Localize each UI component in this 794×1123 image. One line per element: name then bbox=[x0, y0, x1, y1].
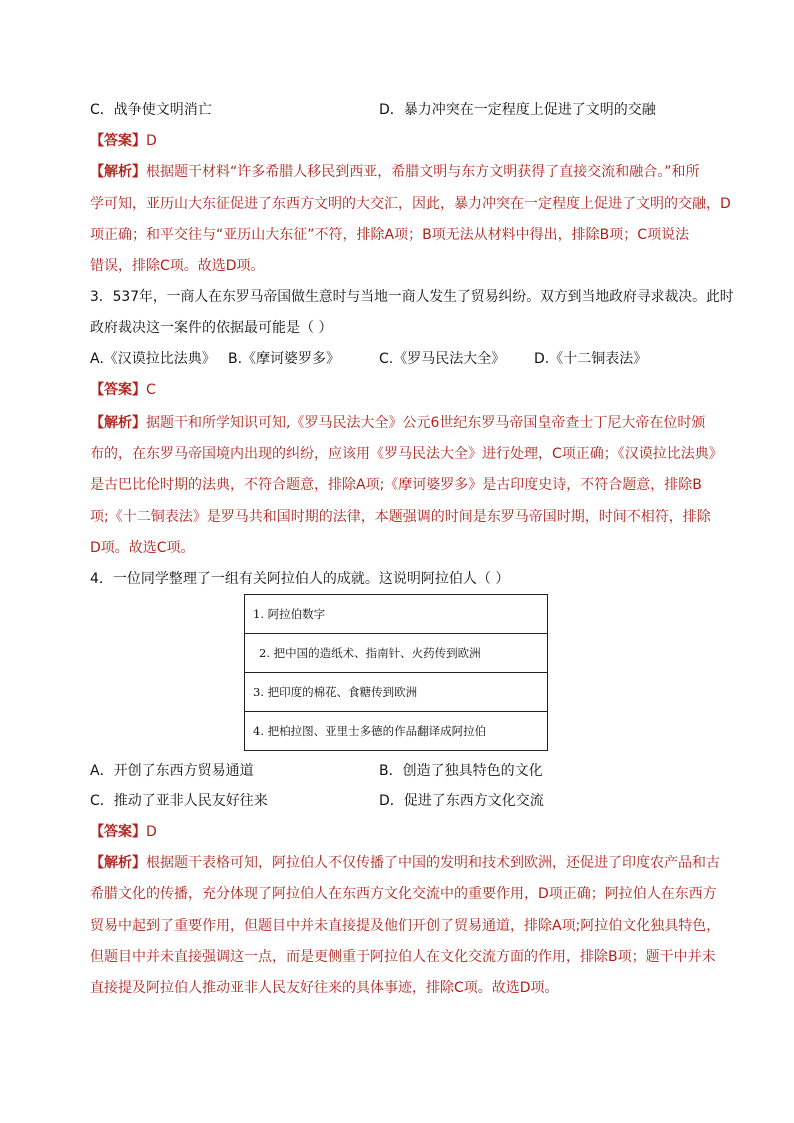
q4-option-a: A．开创了东西方贸易通道 bbox=[90, 763, 254, 779]
q2-analysis-line-1: 【解析】根据题干材料“许多希腊人移民到西亚，希腊文明与东方文明获得了直接交流和融合。”和所 bbox=[90, 164, 700, 180]
q4-stem: 4．一位同学整理了一组有关阿拉伯人的成就。这说明阿拉伯人（ ） bbox=[90, 571, 510, 587]
q4-analysis-line-4: 但题目中并未直接强调这一点，而是更侧重于阿拉伯人在文化交流方面的作用，排除B项；题干中并未 bbox=[90, 949, 716, 965]
q3-option-b: B.《摩诃婆罗多》 bbox=[228, 351, 341, 367]
q3-option-a: A.《汉谟拉比法典》 bbox=[90, 351, 216, 367]
q2-analysis-line-2: 学可知，亚历山大东征促进了东西方文明的大交汇，因此，暴力冲突在一定程度上促进了文明的交融，D bbox=[90, 196, 731, 212]
table-row bbox=[245, 673, 548, 712]
q3-analysis-line-2: 布的，在东罗马帝国境内出现的纠纷，应该用《罗马民法大全》进行处理，C项正确；《汉谟拉比法典》 bbox=[90, 446, 723, 462]
answer-value: C bbox=[146, 382, 156, 398]
q4-analysis-line-2: 希腊文化的传播，充分体现了阿拉伯人在东西方文化交流中的重要作用，D项正确；阿拉伯人在东西方 bbox=[90, 886, 717, 902]
q3-answer bbox=[90, 378, 156, 402]
q3-analysis-line-3: 是古巴比伦时期的法典，不符合题意，排除A项;《摩诃婆罗多》是古印度史诗，不符合题意，排除B bbox=[90, 477, 702, 493]
q2-analysis-line-3: 项正确；和平交往与“亚历山大东征”不符，排除A项；B项无法从材料中得出，排除B项；C项说法 bbox=[90, 227, 690, 243]
q3-stem-line-1: 3．537年，一商人在东罗马帝国做生意时与当地一商人发生了贸易纠纷。双方到当地政府寻求裁决。此时 bbox=[90, 289, 734, 305]
analysis-label: 【解析】 bbox=[90, 855, 146, 871]
answer-label: 【答案】 bbox=[90, 824, 146, 840]
table-cell: 4. 把柏拉图、亚里士多德的作品翻译成阿拉伯 bbox=[245, 712, 548, 751]
q4-analysis-line-1: 【解析】根据题干表格可知，阿拉伯人不仅传播了中国的发明和技术到欧洲，还促进了印度农产品和古 bbox=[90, 855, 720, 871]
q2-option-c: C．战争使文明消亡 bbox=[90, 102, 212, 118]
q4-answer bbox=[90, 820, 157, 844]
q3-analysis-line-1: 【解析】据题干和所学知识可知,《罗马民法大全》公元6世纪东罗马帝国皇帝查士丁尼大帝在位时颁 bbox=[90, 415, 706, 431]
table-row bbox=[245, 634, 548, 673]
analysis-label: 【解析】 bbox=[90, 415, 146, 431]
answer-value: D bbox=[146, 133, 157, 149]
q4-option-b: B．创造了独具特色的文化 bbox=[379, 763, 543, 779]
q4-option-d: D．促进了东西方文化交流 bbox=[379, 793, 544, 809]
answer-label: 【答案】 bbox=[90, 382, 146, 398]
q4-option-c: C．推动了亚非人民友好往来 bbox=[90, 793, 268, 809]
analysis-label: 【解析】 bbox=[90, 164, 146, 180]
q3-option-c: C.《罗马民法大全》 bbox=[379, 351, 506, 367]
q2-option-d: D．暴力冲突在一定程度上促进了文明的交融 bbox=[379, 102, 656, 118]
q4-analysis-line-5: 直接提及阿拉伯人推动亚非人民友好往来的具体事迹，排除C项。故选D项。 bbox=[90, 980, 559, 996]
q3-analysis-line-4: 项;《十二铜表法》是罗马共和国时期的法律，本题强调的时间是东罗马帝国时期，时间不相符，排除 bbox=[90, 509, 711, 525]
q3-analysis-line-5: D项。故选C项。 bbox=[90, 540, 195, 556]
table-cell: 1. 阿拉伯数字 bbox=[245, 595, 548, 634]
table-cell: 3. 把印度的棉花、食糖传到欧洲 bbox=[245, 673, 548, 712]
q3-option-d: D.《十二铜表法》 bbox=[534, 351, 648, 367]
q4-analysis-line-3: 贸易中起到了重要作用，但题目中并未直接提及他们开创了贸易通道，排除A项;阿拉伯文化独具特色， bbox=[90, 918, 721, 934]
q2-answer bbox=[90, 129, 157, 153]
q3-stem-line-2: 政府裁决这一案件的依据最可能是（ ） bbox=[90, 320, 333, 336]
answer-value: D bbox=[146, 824, 157, 840]
table-row bbox=[245, 712, 548, 751]
q2-analysis-line-4: 错误，排除C项。故选D项。 bbox=[90, 258, 265, 274]
table-cell: 2. 把中国的造纸术、指南针、火药传到欧洲 bbox=[245, 634, 548, 673]
achievements-table bbox=[244, 594, 548, 751]
answer-label: 【答案】 bbox=[90, 133, 146, 149]
table-row bbox=[245, 595, 548, 634]
